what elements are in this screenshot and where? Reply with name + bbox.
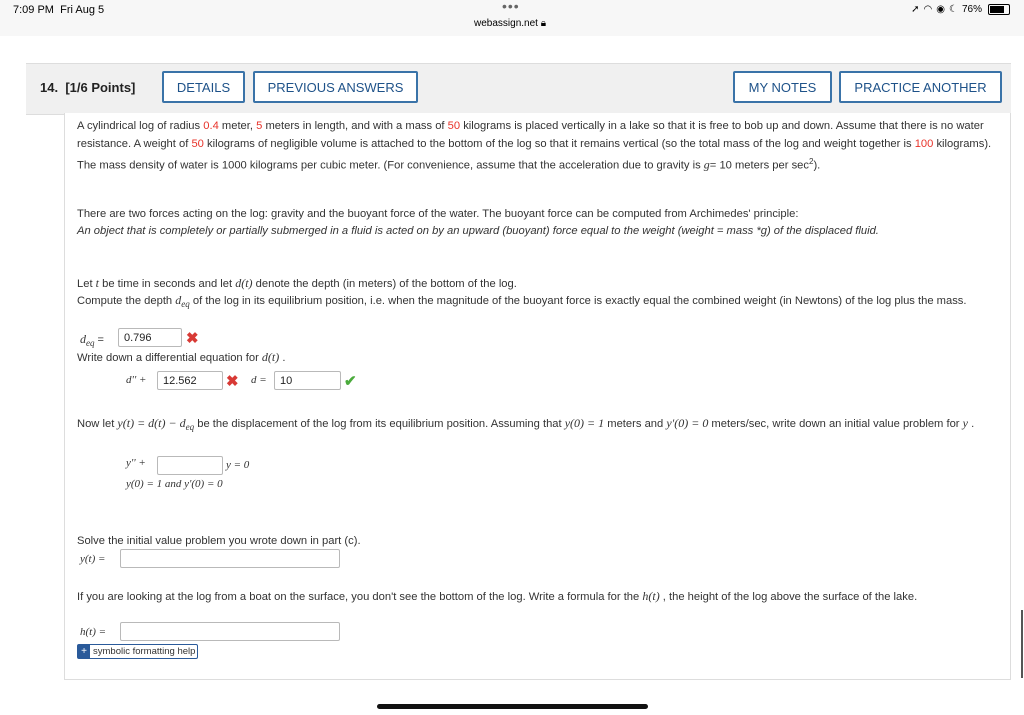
given-length: 5 (256, 120, 263, 132)
de-lhs: d'' + (126, 374, 147, 386)
status-time (13, 4, 104, 16)
question-points: [1/6 Points] (65, 80, 136, 95)
forces-text: There are two forces acting on the log: gravity and the buoyant force of the water. The buoyant force can be computed from Archimedes' principle: (77, 208, 799, 220)
battery-fill (990, 6, 1004, 13)
displacement-text: Now let $y(t) = d(t) - d_{eq}$ be the displacement of the log from its equilibrium position. Assuming that y(0) = 1 meters and y'(0) = 0 meters/sec, write down an initial value problem for y . (77, 416, 975, 433)
incorrect-icon: ✖ (226, 373, 239, 390)
problem-statement: A cylindrical log of radius 0.4 meter, 5 meters in length, and with a mass of 50 kilograms is placed vertically in a lake so that it is free to bob up and down. Assume that there is no water resistance. A weight of 50 kilograms of negligible volume is attached to the bottom of the log so that it remains vertical (so the total mass of the log and weight together is 100 kilograms). The mass density of water is 1000 kilograms per cubic meter. (For convenience, assume that the acceleration due to gravity is g= 10 meters per $\sec^2$). (77, 120, 992, 172)
scrollbar[interactable] (1021, 610, 1023, 678)
ht-label: h(t) = (80, 626, 107, 638)
write-de-text: Write down a differential equation for d(t) . (77, 350, 286, 364)
given-radius: 0.4 (203, 120, 219, 132)
deq-label: $d_{eq}$ = (80, 332, 104, 349)
date-label: Fri Aug 5 (60, 4, 105, 16)
de-d-label: d = (251, 374, 267, 386)
yt-label: y(t) = (80, 553, 106, 565)
moon-icon: ☾ (949, 4, 958, 15)
given-mass: 50 (447, 120, 461, 132)
lock-icon: 🔒︎ (540, 18, 547, 29)
battery-percent: 76% (961, 4, 982, 15)
ivp-lhs: y'' + (126, 457, 146, 469)
address-bar[interactable] (474, 18, 546, 29)
more-dots-icon[interactable]: ••• (502, 0, 520, 14)
yt-input[interactable] (120, 549, 340, 568)
status-icons (911, 4, 1010, 15)
ivp-initial-conditions: y(0) = 1 and y'(0) = 0 (126, 478, 223, 490)
question-number (40, 80, 135, 95)
given-weight: 50 (191, 137, 204, 150)
archimedes-principle: An object that is completely or partially submerged in a fluid is acted on by an upward (buoyant) force equal to the weight (weight = mass *g) of the displaced fluid. (77, 225, 879, 237)
de-coeff-input[interactable] (157, 371, 223, 390)
url-text: webassign.net (474, 18, 538, 29)
screen-lock-icon: ◉ (936, 4, 946, 15)
help-icon: + (78, 645, 90, 658)
wifi-icon: ◠ (923, 4, 933, 15)
symbolic-formatting-help-button[interactable] (77, 644, 198, 659)
ivp-coeff-input[interactable] (157, 456, 223, 475)
solve-text: Solve the initial value problem you wrote down in part (c). (77, 535, 361, 547)
question-index: 14. (40, 80, 59, 95)
battery-icon (988, 4, 1010, 15)
home-indicator[interactable] (377, 704, 648, 709)
details-button[interactable]: DETAILS (162, 71, 245, 103)
previous-answers-button[interactable]: PREVIOUS ANSWERS (253, 71, 418, 103)
ivp-rhs: y = 0 (226, 459, 250, 471)
ht-input[interactable] (120, 622, 340, 641)
given-total: 100 (914, 137, 934, 150)
status-bar (0, 0, 1024, 36)
height-text: If you are looking at the log from a boat on the surface, you don't see the bottom of the log. Write a formula for the h(t) , the height of the log above the surface of the lake. (77, 589, 918, 603)
question-header (26, 63, 1011, 115)
de-rhs-input[interactable] (274, 371, 341, 390)
compute-deq-text: Compute the depth $d_{eq}$ of the log in its equilibrium position, i.e. when the magnitude of the buoyant force is exactly equal the combined weight (in Newtons) of the log plus the mass. (77, 293, 967, 310)
let-text: Let t be time in seconds and let d(t) denote the depth (in meters) of the bottom of the log. (77, 276, 517, 290)
correct-icon: ✔ (344, 373, 357, 390)
time-label: 7:09 PM (13, 4, 54, 16)
deq-input[interactable] (118, 328, 182, 347)
question-body (64, 113, 1011, 680)
practice-another-button[interactable]: PRACTICE ANOTHER (839, 71, 1002, 103)
incorrect-icon: ✖ (186, 330, 199, 347)
location-icon: ➚ (911, 4, 920, 15)
my-notes-button[interactable]: MY NOTES (733, 71, 832, 103)
help-label: symbolic formatting help (93, 646, 196, 657)
